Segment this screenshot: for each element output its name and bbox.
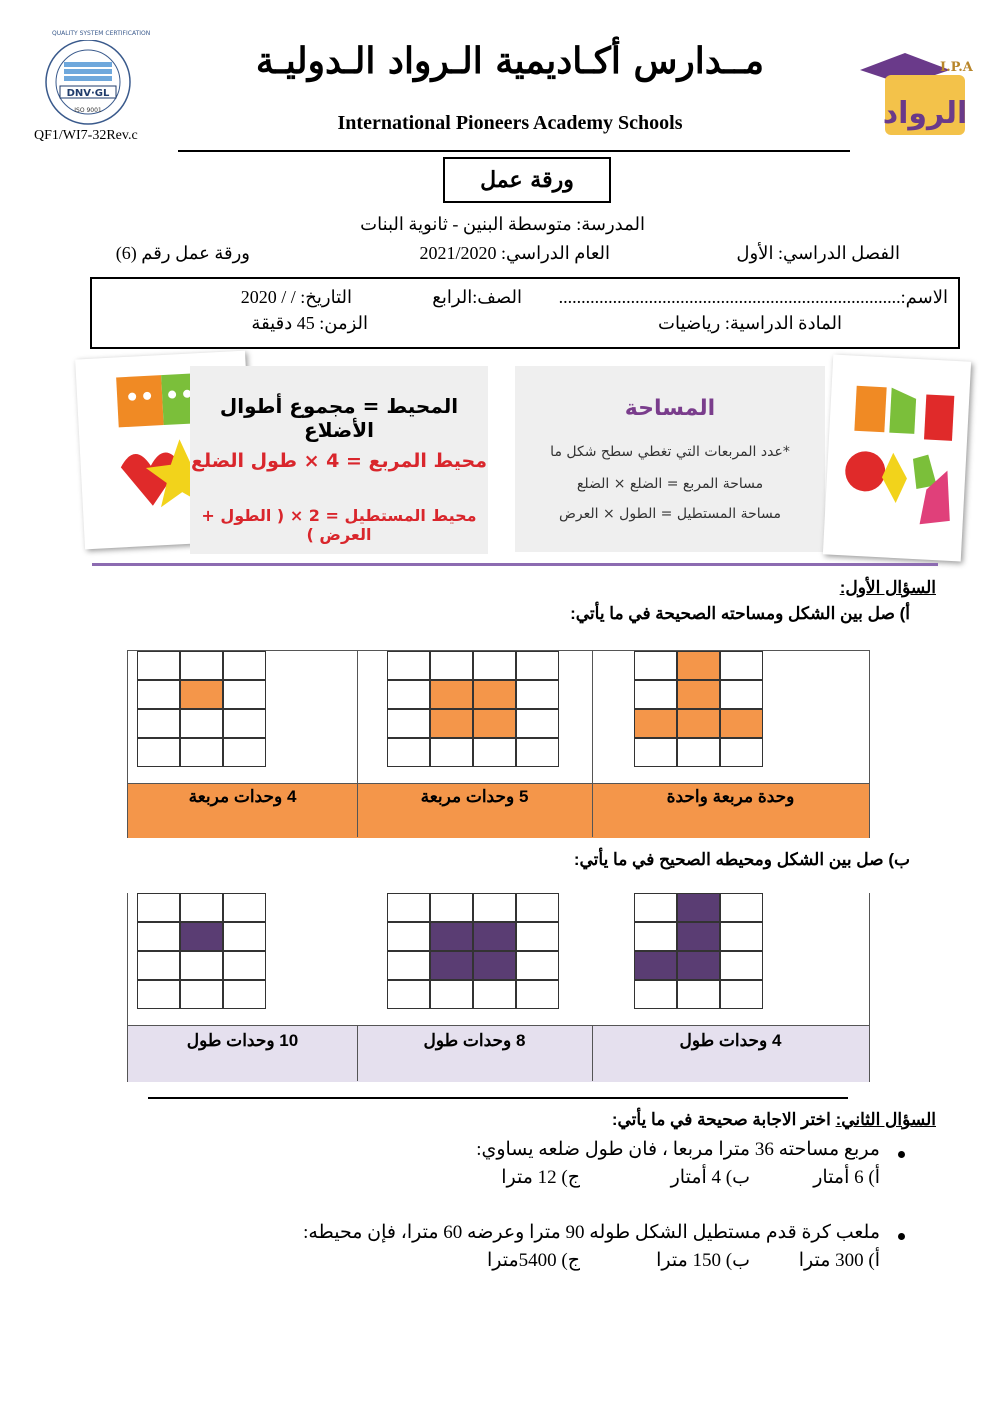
grid-cell-filled: [180, 680, 223, 709]
perimeter-option-label[interactable]: 8 وحدات طول: [423, 1031, 526, 1050]
grid-cell: [137, 980, 180, 1009]
grid-cell: [387, 893, 430, 922]
grid-cell: [516, 922, 559, 951]
q2-item-2-option-a[interactable]: أ) 300 مترا: [798, 1250, 880, 1271]
header-divider: [178, 150, 850, 152]
bullet-icon: [898, 1233, 905, 1240]
q1-title: السؤال الأول:: [839, 578, 936, 597]
q2-heading: [500, 1110, 936, 1130]
grid-cell: [180, 980, 223, 1009]
perimeter-matching-panel: [127, 893, 870, 1082]
grid-cell-filled: [473, 922, 516, 951]
grid-cell: [180, 651, 223, 680]
q2-item-1-option-a[interactable]: أ) 6 أمتار: [813, 1167, 880, 1188]
square-perimeter-rule: محيط المربع = 4 × طول الضلع: [190, 450, 488, 472]
q1-part-a: أ) صل بين الشكل ومساحته الصحيحة في ما يأتي:: [570, 604, 910, 623]
certification-logo: [40, 40, 136, 130]
svg-text:DNV·GL: DNV·GL: [66, 88, 110, 99]
grid-cell-filled: [473, 680, 516, 709]
school-line: المدرسة: متوسطة البنين - ثانوية البنات: [360, 214, 645, 234]
grid-cell: [516, 680, 559, 709]
time-field: الزمن: 45 دقيقة: [251, 313, 368, 333]
grid-cell: [223, 709, 266, 738]
grid-cell: [677, 980, 720, 1009]
grid-cell-filled: [634, 709, 677, 738]
square-area-rule: مساحة المربع = الضلع × الضلع: [576, 476, 764, 492]
area-option-label[interactable]: وحدة مربعة واحدة: [666, 787, 795, 806]
grid-cell: [720, 651, 763, 680]
column-divider: [357, 651, 358, 837]
certification-code: QF1/WI7-32Rev.c: [34, 128, 138, 143]
grid-cell: [387, 709, 430, 738]
area-definition: *عدد المربعات التي تغطي سطح شكل ما: [550, 444, 790, 460]
q2-title: السؤال الثاني:: [835, 1110, 936, 1129]
grid-cell-filled: [677, 651, 720, 680]
q2-item-1-option-b[interactable]: ب) 4 أمتار: [670, 1167, 750, 1188]
grid-cell: [180, 738, 223, 767]
grid-cell: [516, 738, 559, 767]
colorful-shapes-cartoon-icon: [823, 355, 971, 562]
grid-cell: [223, 651, 266, 680]
date-field[interactable]: التاريخ: / / 2020: [240, 287, 352, 307]
perimeter-option-label[interactable]: 4 وحدات طول: [679, 1031, 782, 1050]
academic-year: العام الدراسي: 2021/2020: [419, 243, 610, 263]
section-divider: [92, 563, 938, 566]
bullet-icon: [898, 1151, 905, 1158]
rectangle-area-rule: مساحة المستطيل = الطول × العرض: [558, 506, 781, 522]
grid-cell: [720, 680, 763, 709]
grid-cell-filled: [677, 922, 720, 951]
grid-cell: [720, 951, 763, 980]
student-info-box: [90, 277, 960, 349]
grid-cell: [677, 738, 720, 767]
grid-cell: [430, 651, 473, 680]
rectangle-perimeter-rule: محيط المستطيل = 2 × ( الطول + العرض ): [201, 506, 477, 544]
perimeter-rules-banner: [190, 366, 488, 554]
grid-cell: [137, 922, 180, 951]
grid-cell: [387, 980, 430, 1009]
school-logo: [855, 45, 985, 140]
grid-cell: [387, 651, 430, 680]
q2-item-2-option-b[interactable]: ب) 150 مترا: [656, 1250, 750, 1271]
certification-ring-text: QUALITY SYSTEM CERTIFICATION: [52, 30, 151, 37]
grid-cell-filled: [677, 680, 720, 709]
grid-cell: [516, 709, 559, 738]
grid-cell: [516, 951, 559, 980]
section-divider: [148, 1097, 848, 1099]
shapes-illustration-right: [823, 355, 971, 562]
grid-cell: [180, 893, 223, 922]
grid-cell: [223, 980, 266, 1009]
q2-item-1-option-c[interactable]: ج) 12 مترا: [501, 1167, 580, 1188]
q2-item-2-question: ملعب كرة قدم مستطيل الشكل طوله 90 مترا وعرضه 60 مترا، فإن محيطه:: [303, 1222, 880, 1243]
svg-text:ISO 9001: ISO 9001: [74, 107, 102, 114]
grid-cell: [180, 951, 223, 980]
dnv-gl-certification-logo-icon: [40, 40, 136, 130]
grid-cell: [430, 738, 473, 767]
grid-cell-filled: [180, 922, 223, 951]
grid-cell: [720, 922, 763, 951]
grid-cell-filled: [720, 709, 763, 738]
perimeter-option-label[interactable]: 10 وحدات طول: [186, 1031, 299, 1050]
grid-cell: [180, 709, 223, 738]
grid-cell: [137, 680, 180, 709]
grid-cell: [223, 738, 266, 767]
grid-cell-filled: [677, 951, 720, 980]
grid-cell: [223, 680, 266, 709]
grid-cell-filled: [677, 709, 720, 738]
grid-cell: [137, 651, 180, 680]
worksheet-number: ورقة عمل رقم (6): [115, 243, 250, 263]
grid-cell: [387, 922, 430, 951]
column-divider: [592, 651, 593, 837]
area-title: المساحة: [624, 396, 716, 421]
grid-cell-filled: [430, 680, 473, 709]
grid-cell: [473, 893, 516, 922]
q2-item-1-question: مربع مساحته 36 مترا مربعا ، فان طول ضلعه يساوي:: [476, 1139, 880, 1160]
student-name-field[interactable]: الاسم:............................................................................: [558, 287, 948, 307]
subject-field: المادة الدراسية: رياضيات: [658, 313, 842, 333]
grid-cell: [473, 651, 516, 680]
area-option-label[interactable]: 5 وحدات مربعة: [420, 787, 529, 806]
grid-cell: [634, 980, 677, 1009]
grid-cell-filled: [473, 709, 516, 738]
q1-part-b: ب) صل بين الشكل ومحيطه الصحيح في ما يأتي:: [573, 850, 910, 869]
grid-cell: [634, 651, 677, 680]
grid-cell-filled: [634, 951, 677, 980]
grid-cell-filled: [430, 951, 473, 980]
grid-cell: [634, 922, 677, 951]
q2-instruction: اختر الاجابة صحيحة في ما يأتي:: [611, 1110, 836, 1129]
school-title-english: International Pioneers Academy Schools: [337, 112, 683, 134]
grid-cell-filled: [430, 709, 473, 738]
area-matching-panel: [127, 650, 870, 838]
grid-cell: [634, 738, 677, 767]
grid-cell: [473, 980, 516, 1009]
grid-cell: [634, 680, 677, 709]
grid-cell: [516, 980, 559, 1009]
grid-cell: [516, 893, 559, 922]
grid-cell-filled: [430, 922, 473, 951]
grid-cell: [137, 951, 180, 980]
grid-cell: [223, 893, 266, 922]
grid-cell: [430, 893, 473, 922]
grade-field: الصف:الرابع: [432, 287, 522, 307]
q2-item-2-option-c[interactable]: ج) 5400مترا: [486, 1250, 580, 1271]
grid-cell: [430, 980, 473, 1009]
svg-text:I.P.A: I.P.A: [940, 60, 973, 75]
grid-cell: [720, 738, 763, 767]
semester: الفصل الدراسي: الأول: [736, 243, 900, 263]
worksheet-label: ورقة عمل: [443, 157, 611, 203]
grid-cell: [223, 922, 266, 951]
grid-cell: [137, 709, 180, 738]
grid-cell: [387, 951, 430, 980]
area-rules-banner: [515, 366, 825, 552]
perimeter-definition: المحيط = مجموع أطوال الأضلاع: [219, 394, 459, 442]
grid-cell: [516, 651, 559, 680]
school-title-arabic: مــدارس أكـاديمية الـرواد الـدوليـة: [255, 40, 765, 82]
grid-cell: [223, 951, 266, 980]
grid-cell: [634, 893, 677, 922]
grid-cell: [137, 893, 180, 922]
grid-cell: [137, 738, 180, 767]
grid-cell: [387, 738, 430, 767]
grid-cell: [720, 980, 763, 1009]
area-option-label[interactable]: 4 وحدات مربعة: [188, 787, 297, 806]
grid-cell-filled: [473, 951, 516, 980]
grid-cell: [473, 738, 516, 767]
svg-text:الرواد: الرواد: [882, 96, 968, 131]
grid-cell: [720, 893, 763, 922]
ipa-school-logo-icon: [855, 45, 985, 140]
grid-cell-filled: [677, 893, 720, 922]
grid-cell: [387, 680, 430, 709]
